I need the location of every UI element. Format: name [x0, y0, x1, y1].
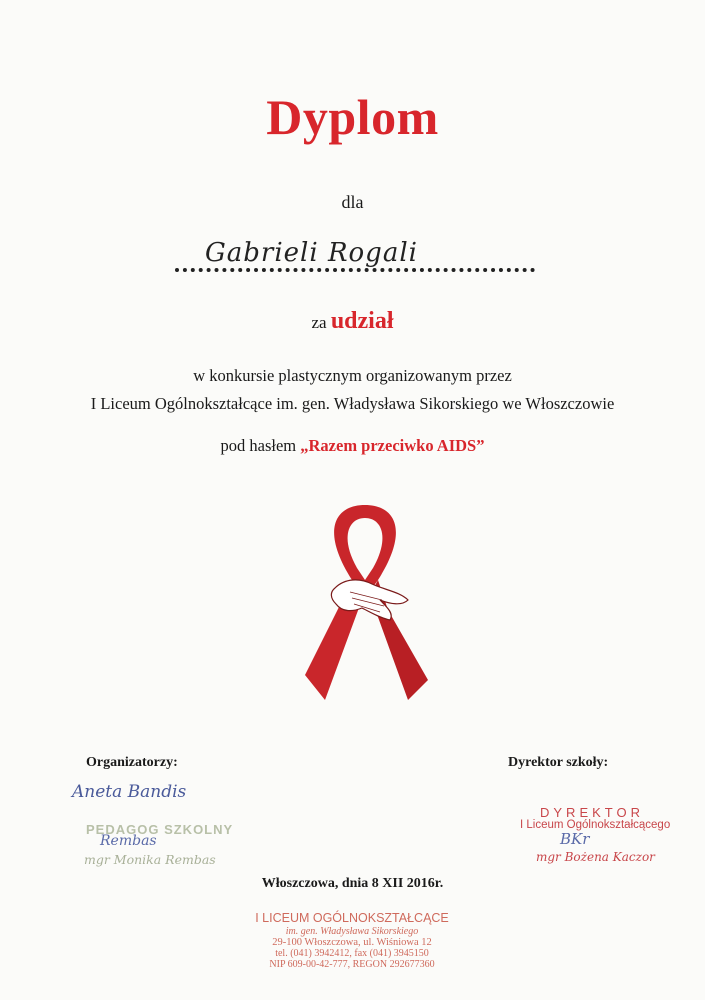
school-stamp [252, 912, 452, 970]
director-school-stamp: I Liceum Ogólnokształcącego [520, 819, 671, 831]
motto-prefix: pod hasłem [220, 436, 297, 455]
director-role-stamp: DYREKTOR [540, 805, 644, 820]
organizers-label: Organizatorzy: [86, 755, 178, 770]
school-stamp-line-5: NIP 609-00-42-777, REGON 292677360 [269, 959, 435, 971]
motto: „Razem przeciwko AIDS” [300, 436, 485, 455]
director-label: Dyrektor szkoły: [508, 755, 609, 770]
pedagog-stamp: PEDAGOG SZKOLNY [86, 822, 234, 837]
participation-heading [0, 308, 705, 335]
pedagog-name-stamp: mgr Monika Rembas [84, 852, 216, 867]
school-stamp-line-2: im. gen. Władysława Sikorskiego [285, 925, 419, 937]
school-name: I Liceum Ogólnokształcące im. gen. Władysława Sikorskiego we Włoszczowie [90, 394, 615, 413]
place-date: Włoszczowa, dnia 8 XII 2016r. [261, 876, 444, 891]
recipient-name: Gabrieli Rogali [205, 238, 418, 268]
school-stamp-line-3: 29-100 Włoszczowa, ul. Wiśniowa 12 [272, 936, 432, 948]
school-stamp-line-4: tel. (041) 3942412, fax (041) 3945150 [275, 948, 429, 960]
recipient-line [175, 236, 535, 272]
diploma-title: Dyplom [266, 89, 439, 145]
director-signature: BKr [560, 830, 590, 848]
za-label: za [311, 313, 327, 332]
director-name-stamp: mgr Bożena Kaczor [536, 850, 655, 864]
dotted-line [175, 268, 535, 272]
aids-ribbon-icon [290, 500, 440, 710]
motto-line [0, 436, 705, 456]
organizer-signature-2: Rembas [100, 833, 157, 849]
contest-description: w konkursie plastycznym organizowanym przez [193, 366, 512, 385]
organizer-signature-1: Aneta Bandis [72, 782, 187, 802]
for-label: dla [341, 192, 364, 212]
udzial-label: udział [330, 308, 394, 334]
school-stamp-line-1: I LICEUM OGÓLNOKSZTAŁCĄCE [255, 911, 449, 925]
